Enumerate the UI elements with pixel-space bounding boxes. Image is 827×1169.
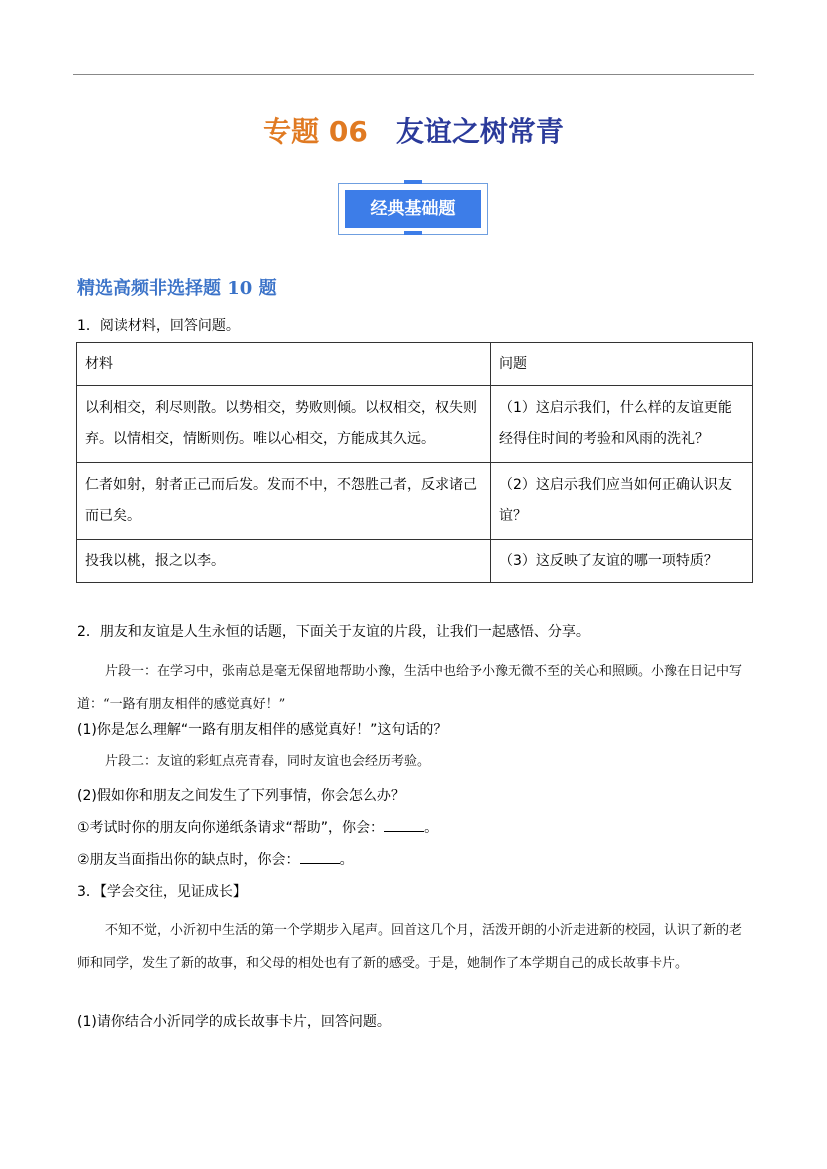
q2-item-2-end: 。: [339, 852, 354, 868]
q1-prompt: 1．阅读材料，回答问题。: [77, 318, 240, 334]
table-cell-material: 投我以桃，报之以李。: [77, 540, 491, 583]
table-row: [77, 540, 753, 583]
q2-fragment-1: 片段一：在学习中，张南总是毫无保留地帮助小豫，生活中也给予小豫无微不至的关心和照顾。小豫在日记中写道：“一路有朋友相伴的感觉真好！”: [77, 664, 743, 712]
table-cell-question: （1）这启示我们，什么样的友谊更能经得住时间的考验和风雨的洗礼？: [491, 386, 753, 463]
section-heading: 精选高频非选择题 10 题: [77, 278, 277, 299]
table-header-row: [77, 343, 753, 386]
table-header-cell: 材料: [77, 343, 491, 386]
table-cell-material: 以利相交，利尽则散。以势相交，势败则倾。以权相交，权失则弃。以情相交，情断则伤。唯以心相交，方能成其久远。: [77, 386, 491, 463]
q2-item-1-end: 。: [424, 820, 439, 836]
page-title: [0, 110, 827, 150]
table-header-cell: 问题: [491, 343, 753, 386]
q2-item-2-text: ②朋友当面指出你的缺点时，你会：: [77, 852, 300, 868]
q2-sub-question-2: (2)假如你和朋友之间发生了下列事情，你会怎么办？: [77, 788, 405, 804]
material-table: [76, 342, 753, 583]
badge-label: 经典基础题: [344, 189, 482, 229]
badge-tick-bottom: [404, 231, 422, 235]
category-badge: [338, 183, 488, 235]
q3-prompt: 3．【学会交往，见证成长】: [77, 884, 247, 900]
q3-sub-question-1: (1)请你结合小沂同学的成长故事卡片，回答问题。: [77, 1014, 391, 1030]
q2-item-1: [77, 819, 438, 837]
answer-blank[interactable]: [300, 851, 340, 864]
header-rule: [73, 74, 754, 75]
q3-passage: 不知不觉，小沂初中生活的第一个学期步入尾声。回首这几个月，活泼开朗的小沂走进新的校园，认识了新的老师和同学，发生了新的故事，和父母的相处也有了新的感受。于是，她制作了本学期自己的成长故事卡片。: [77, 923, 743, 971]
q2-item-1-text: ①考试时你的朋友向你递纸条请求“帮助”，你会：: [77, 820, 385, 836]
answer-blank[interactable]: [384, 819, 424, 832]
badge-tick-top: [404, 180, 422, 184]
q2-item-2: [77, 851, 354, 869]
title-name: 友谊之树常青: [395, 115, 564, 148]
table-cell-material: 仁者如射，射者正己而后发。发而不中，不怨胜己者，反求诸己而已矣。: [77, 463, 491, 540]
q2-prompt: 2．朋友和友谊是人生永恒的话题，下面关于友谊的片段，让我们一起感悟、分享。: [77, 624, 590, 640]
q2-sub-question-1: (1)你是怎么理解“一路有朋友相伴的感觉真好！”这句话的？: [77, 722, 448, 738]
q2-fragment-2: 片段二：友谊的彩虹点亮青春，同时友谊也会经历考验。: [105, 754, 431, 769]
table-row: [77, 386, 753, 463]
table-cell-question: （2）这启示我们应当如何正确认识友谊？: [491, 463, 753, 540]
table-cell-question: （3）这反映了友谊的哪一项特质？: [491, 540, 753, 583]
table-row: [77, 463, 753, 540]
title-number: 专题 06: [263, 115, 368, 148]
